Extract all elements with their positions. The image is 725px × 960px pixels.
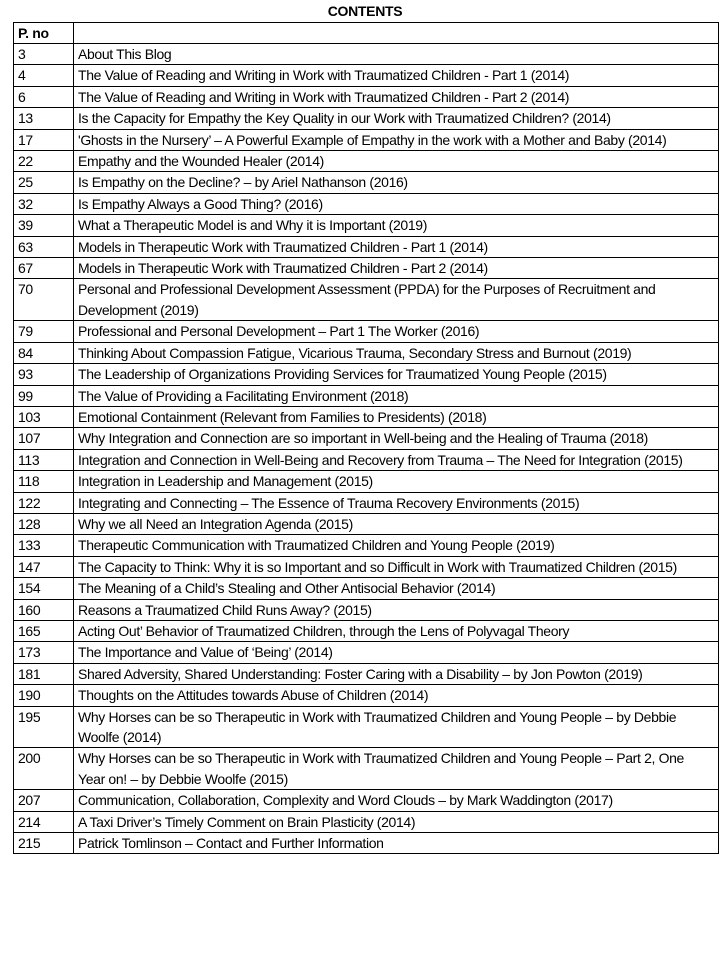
contents-table (13, 22, 719, 854)
page-number: 181 (14, 663, 74, 684)
table-row (14, 471, 719, 492)
page-number: 118 (14, 471, 74, 492)
page-number: 13 (14, 108, 74, 129)
entry-title: The Capacity to Think: Why it is so Important and so Difficult in Work with Traumatized Children (2015) (74, 556, 719, 577)
page-number: 63 (14, 236, 74, 257)
entry-title: Professional and Personal Development – Part 1 The Worker (2016) (74, 321, 719, 342)
page-number: 79 (14, 321, 74, 342)
title-header (74, 23, 719, 44)
entry-title: Patrick Tomlinson – Contact and Further Information (74, 833, 719, 854)
entry-title: Integration in Leadership and Management (2015) (74, 471, 719, 492)
table-row (14, 833, 719, 854)
table-row (14, 151, 719, 172)
table-row (14, 108, 719, 129)
page-number: 122 (14, 492, 74, 513)
page-number: 165 (14, 620, 74, 641)
page-number: 17 (14, 129, 74, 150)
table-row (14, 406, 719, 427)
page-number: 70 (14, 279, 74, 321)
table-row (14, 706, 719, 748)
entry-title: Shared Adversity, Shared Understanding: Foster Caring with a Disability – by Jon Powton (2019) (74, 663, 719, 684)
table-row (14, 492, 719, 513)
table-row (14, 748, 719, 790)
page-number: 103 (14, 406, 74, 427)
entry-title: Empathy and the Wounded Healer (2014) (74, 151, 719, 172)
table-row (14, 279, 719, 321)
entry-title: Models in Therapeutic Work with Traumatized Children - Part 2 (2014) (74, 258, 719, 279)
table-row (14, 129, 719, 150)
table-row (14, 790, 719, 811)
page-number: 128 (14, 513, 74, 534)
entry-title: Is the Capacity for Empathy the Key Quality in our Work with Traumatized Children? (2014) (74, 108, 719, 129)
entry-title: Why Integration and Connection are so important in Well-being and the Healing of Trauma (2018) (74, 428, 719, 449)
page-number: 200 (14, 748, 74, 790)
entry-title: Thoughts on the Attitudes towards Abuse of Children (2014) (74, 685, 719, 706)
table-row (14, 342, 719, 363)
page-number: 147 (14, 556, 74, 577)
entry-title: Therapeutic Communication with Traumatized Children and Young People (2019) (74, 535, 719, 556)
page-number-header: P. no (14, 23, 74, 44)
entry-title: About This Blog (74, 44, 719, 65)
entry-title: Emotional Containment (Relevant from Families to Presidents) (2018) (74, 406, 719, 427)
table-row (14, 663, 719, 684)
entry-title: The Value of Reading and Writing in Work with Traumatized Children - Part 1 (2014) (74, 65, 719, 86)
table-row (14, 556, 719, 577)
entry-title: Is Empathy Always a Good Thing? (2016) (74, 193, 719, 214)
table-row (14, 215, 719, 236)
table-row (14, 364, 719, 385)
page-number: 67 (14, 258, 74, 279)
page-number: 113 (14, 449, 74, 470)
page-number: 154 (14, 578, 74, 599)
page-number: 190 (14, 685, 74, 706)
entry-title: Why Horses can be so Therapeutic in Work with Traumatized Children and Young People – Part 2, One Year on! – by Debbie Woolfe (2015) (74, 748, 719, 790)
table-row (14, 44, 719, 65)
table-row (14, 172, 719, 193)
entry-title: Is Empathy on the Decline? – by Ariel Nathanson (2016) (74, 172, 719, 193)
table-row (14, 236, 719, 257)
page-number: 107 (14, 428, 74, 449)
page-number: 4 (14, 65, 74, 86)
entry-title: 'Ghosts in the Nursery’ – A Powerful Example of Empathy in the work with a Mother and Baby (2014) (74, 129, 719, 150)
page-number: 39 (14, 215, 74, 236)
table-row (14, 258, 719, 279)
page-number: 195 (14, 706, 74, 748)
table-row (14, 578, 719, 599)
entry-title: Personal and Professional Development Assessment (PPDA) for the Purposes of Recruitment and Development (2019) (74, 279, 719, 321)
table-row (14, 642, 719, 663)
table-row (14, 193, 719, 214)
contents-title: CONTENTS (327, 3, 403, 19)
page-number: 133 (14, 535, 74, 556)
table-row (14, 599, 719, 620)
table-row (14, 65, 719, 86)
table-row (14, 685, 719, 706)
page-number: 160 (14, 599, 74, 620)
page-number: 22 (14, 151, 74, 172)
page-number: 99 (14, 385, 74, 406)
table-row (14, 86, 719, 107)
page-number: 84 (14, 342, 74, 363)
entry-title: A Taxi Driver’s Timely Comment on Brain Plasticity (2014) (74, 811, 719, 832)
entry-title: Integration and Connection in Well-Being and Recovery from Trauma – The Need for Integration (2015) (74, 449, 719, 470)
page-number: 173 (14, 642, 74, 663)
table-row (14, 535, 719, 556)
entry-title: Thinking About Compassion Fatigue, Vicarious Trauma, Secondary Stress and Burnout (2019) (74, 342, 719, 363)
entry-title: Models in Therapeutic Work with Traumatized Children - Part 1 (2014) (74, 236, 719, 257)
entry-title: Communication, Collaboration, Complexity and Word Clouds – by Mark Waddington (2017) (74, 790, 719, 811)
table-row (14, 428, 719, 449)
table-row (14, 321, 719, 342)
page-number: 6 (14, 86, 74, 107)
entry-title: Why we all Need an Integration Agenda (2015) (74, 513, 719, 534)
entry-title: Acting Out’ Behavior of Traumatized Children, through the Lens of Polyvagal Theory (74, 620, 719, 641)
entry-title: The Importance and Value of ‘Being’ (2014) (74, 642, 719, 663)
table-row (14, 811, 719, 832)
page-number: 25 (14, 172, 74, 193)
page-number: 207 (14, 790, 74, 811)
page-number: 93 (14, 364, 74, 385)
page-number: 32 (14, 193, 74, 214)
entry-title: The Meaning of a Child’s Stealing and Other Antisocial Behavior (2014) (74, 578, 719, 599)
entry-title: What a Therapeutic Model is and Why it is Important (2019) (74, 215, 719, 236)
table-row (14, 513, 719, 534)
entry-title: Why Horses can be so Therapeutic in Work with Traumatized Children and Young People – by Debbie Woolfe (2014) (74, 706, 719, 748)
entry-title: Reasons a Traumatized Child Runs Away? (2015) (74, 599, 719, 620)
entry-title: The Leadership of Organizations Providing Services for Traumatized Young People (2015) (74, 364, 719, 385)
page-number: 214 (14, 811, 74, 832)
entry-title: The Value of Reading and Writing in Work with Traumatized Children - Part 2 (2014) (74, 86, 719, 107)
table-row (14, 620, 719, 641)
entry-title: The Value of Providing a Facilitating Environment (2018) (74, 385, 719, 406)
table-header-row (14, 23, 719, 44)
table-row (14, 385, 719, 406)
page-number: 3 (14, 44, 74, 65)
table-row (14, 449, 719, 470)
page-number: 215 (14, 833, 74, 854)
entry-title: Integrating and Connecting – The Essence of Trauma Recovery Environments (2015) (74, 492, 719, 513)
